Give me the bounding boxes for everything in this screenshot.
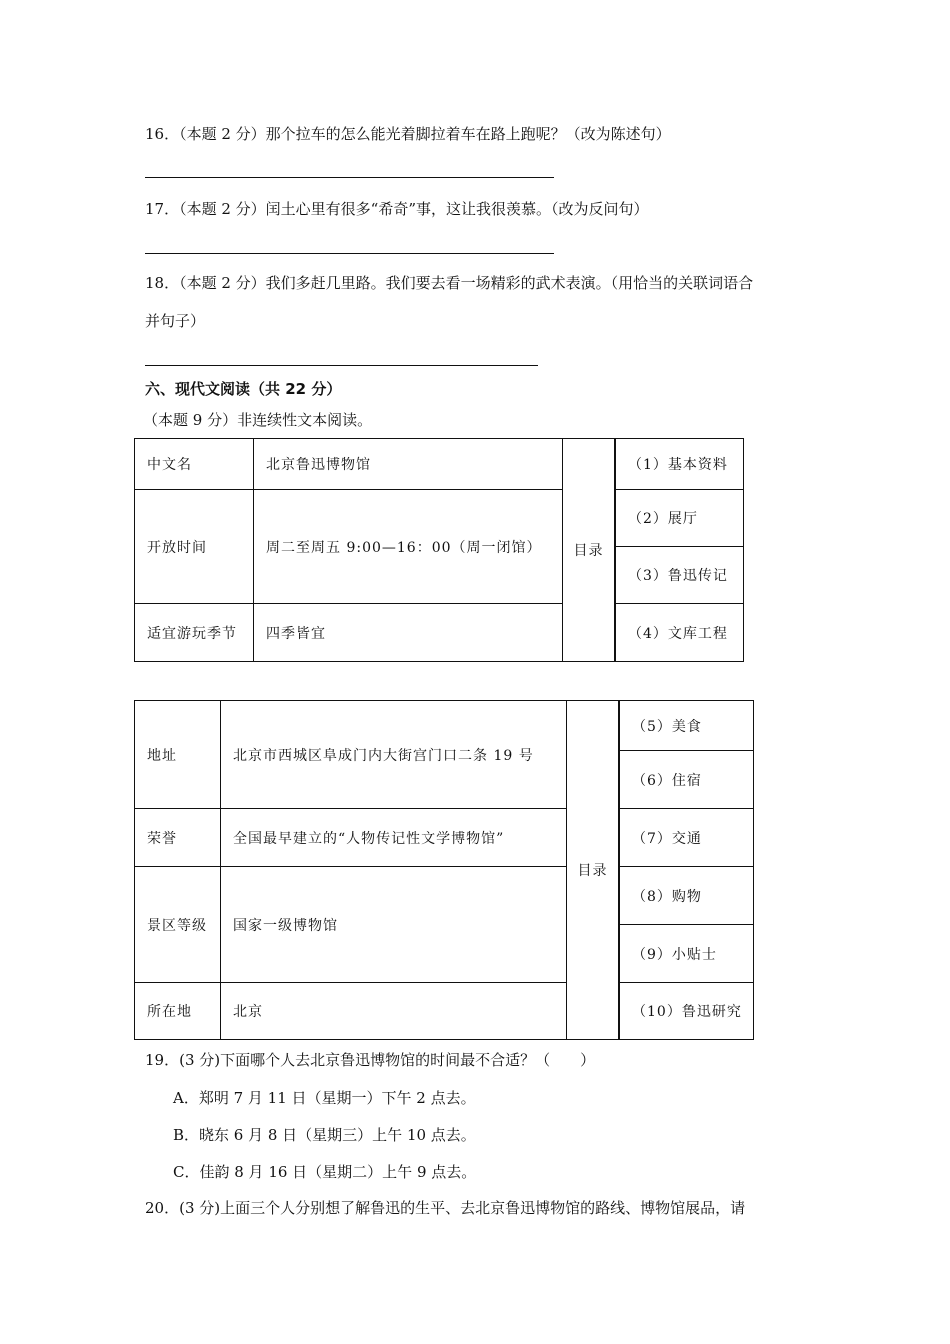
table2-label-grade: 景区等级: [135, 867, 221, 983]
question-19-option-c[interactable]: C．佳韵 8 月 16 日（星期二）上午 9 点去。: [173, 1163, 477, 1181]
table2-toc-item-8: （8）购物: [620, 867, 754, 925]
table1-label-name: 中文名: [135, 439, 254, 490]
section-6-intro: （本题 9 分）非连续性文本阅读。: [143, 411, 373, 429]
question-18-line-2: 并句子）: [145, 312, 206, 330]
question-19-stem: 19．(3 分)下面哪个人去北京鲁迅博物馆的时间最不合适？（ ）: [145, 1051, 596, 1069]
table2-label-address: 地址: [135, 701, 221, 809]
table1-value-name: 北京鲁迅博物馆: [254, 439, 563, 490]
table2-toc-item-7: （7）交通: [620, 809, 754, 867]
table2-toc-item-9: （9）小贴士: [620, 925, 754, 983]
table2-label-honor: 荣誉: [135, 809, 221, 867]
question-19-option-b[interactable]: B．晓东 6 月 8 日（星期三）上午 10 点去。: [173, 1126, 476, 1144]
museum-info-table-2: [134, 700, 754, 1040]
question-18-line-1: 18．（本题 2 分）我们多赶几里路。我们要去看一场精彩的武术表演。（用恰当的关联词语合: [145, 274, 754, 292]
question-16: 16．（本题 2 分）那个拉车的怎么能光着脚拉着车在路上跑呢？（改为陈述句）: [145, 125, 671, 143]
table1-toc-item-3: （3）鲁迅传记: [616, 547, 744, 604]
table1-value-season: 四季皆宜: [254, 604, 563, 662]
table1-toc-item-4: （4）文库工程: [616, 604, 744, 662]
table1-toc-item-2: （2）展厅: [616, 490, 744, 547]
museum-info-table-1: [134, 438, 744, 662]
table2-toc-item-5: （5）美食: [620, 701, 754, 751]
answer-line-16[interactable]: [145, 177, 554, 178]
question-20: 20．(3 分)上面三个人分别想了解鲁迅的生平、去北京鲁迅博物馆的路线、博物馆展品，请: [145, 1199, 746, 1217]
table2-value-location: 北京: [221, 983, 567, 1040]
answer-line-18[interactable]: [145, 365, 538, 366]
section-6-title: 六、现代文阅读（共 22 分）: [145, 380, 342, 398]
table2-toc-item-6: （6）住宿: [620, 751, 754, 809]
table2-label-location: 所在地: [135, 983, 221, 1040]
table1-toc-item-1: （1）基本资料: [616, 439, 744, 490]
table2-value-honor: 全国最早建立的“人物传记性文学博物馆”: [221, 809, 567, 867]
question-19-option-a[interactable]: A．郑明 7 月 11 日（星期一）下午 2 点去。: [173, 1089, 476, 1107]
table1-value-hours: 周二至周五 9:00—16：00（周一闭馆）: [254, 490, 563, 604]
answer-line-17[interactable]: [145, 253, 554, 254]
table1-toc-label: 目录: [563, 439, 615, 662]
table1-label-season: 适宜游玩季节: [135, 604, 254, 662]
table2-toc-label: 目录: [567, 701, 619, 1040]
table2-toc-item-10: （10）鲁迅研究: [620, 983, 754, 1040]
table1-label-hours: 开放时间: [135, 490, 254, 604]
table2-value-grade: 国家一级博物馆: [221, 867, 567, 983]
question-17: 17．（本题 2 分）闰土心里有很多“希奇”事，这让我很羡慕。（改为反问句）: [145, 200, 649, 218]
table2-value-address: 北京市西城区阜成门内大街宫门口二条 19 号: [221, 701, 567, 809]
